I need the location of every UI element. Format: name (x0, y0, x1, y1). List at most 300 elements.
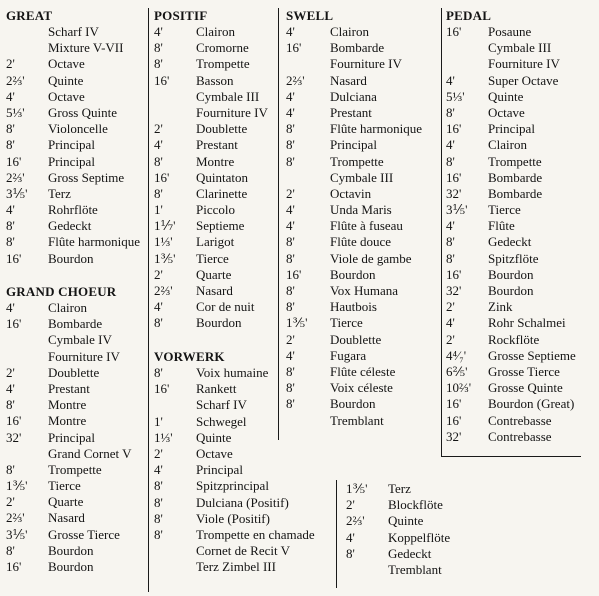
grand-choeur-division (6, 284, 146, 575)
stop-pitch: 16' (6, 316, 22, 332)
stop-pitch: 4' (6, 380, 15, 396)
stop-name: Cymbale III (488, 40, 552, 56)
stop-name: Fourniture IV (488, 56, 560, 72)
stop-pitch: 16' (446, 121, 462, 137)
positif-division (154, 8, 278, 332)
stop-pitch: 8' (154, 315, 163, 331)
stop-row (154, 89, 278, 105)
stop-pitch: 2' (6, 494, 15, 510)
stop-pitch: 16' (446, 412, 462, 428)
stop-pitch: 8' (286, 153, 295, 169)
stop-pitch: 32' (446, 283, 462, 298)
stop-row (446, 56, 596, 72)
stop-name: Quintaton (196, 169, 248, 185)
stop-row (6, 202, 146, 218)
stop-name: Larigot (196, 234, 235, 250)
stop-row (346, 481, 496, 497)
stop-row (154, 154, 278, 170)
stop-pitch: 2⅔' (286, 72, 305, 88)
stop-row (286, 283, 440, 299)
stop-row (6, 430, 146, 446)
stop-name: Principal (196, 462, 243, 478)
stop-name: Rohrflöte (48, 202, 98, 218)
stop-row (286, 332, 440, 348)
stop-pitch: 8' (286, 234, 295, 250)
stop-name: Montre (48, 413, 87, 429)
stop-row (6, 73, 146, 89)
stop-pitch: 4' (446, 137, 455, 153)
stop-name: Terz (388, 481, 411, 496)
stop-row (446, 348, 596, 364)
stop-pitch: 16' (286, 40, 302, 56)
stop-name: Tremblant (388, 561, 442, 577)
pedal-heading: PEDAL (446, 8, 492, 23)
stop-pitch: 32' (6, 429, 22, 445)
stop-pitch: 16' (446, 266, 462, 282)
stop-pitch: 8' (154, 365, 163, 380)
stop-name: Bombarde (48, 316, 103, 332)
stop-row (286, 251, 440, 267)
stop-row (446, 299, 596, 315)
stop-name: Flûte harmonique (330, 121, 423, 137)
stop-name: Doublette (330, 331, 382, 347)
divider-great-positif (148, 8, 149, 592)
stop-row (154, 511, 334, 527)
stop-row (6, 316, 146, 332)
stop-pitch: 8' (446, 250, 455, 266)
stop-name: Tierce (48, 478, 81, 494)
stop-name: Quarte (48, 494, 84, 510)
stop-pitch: 2⅔' (346, 513, 365, 529)
stop-name: Tierce (488, 202, 521, 218)
divider-pedal-bottom (441, 456, 581, 457)
stop-name: Quinte (488, 88, 524, 104)
stop-pitch: 1⅗' (6, 478, 28, 494)
stop-pitch: 8' (154, 185, 163, 201)
stop-name: Bourdon (330, 396, 376, 412)
stop-pitch: 8' (286, 137, 295, 153)
stop-name: Grosse Tierce (488, 363, 560, 379)
stop-pitch: 3⅕' (6, 185, 28, 201)
swell-heading: SWELL (286, 8, 334, 23)
stop-row (6, 365, 146, 381)
stop-row (154, 202, 278, 218)
stop-row (154, 267, 278, 283)
stop-pitch: 8' (6, 218, 15, 234)
stop-name: Piccolo (196, 202, 235, 218)
stop-name: Bourdon (488, 266, 534, 282)
stop-pitch: 8' (154, 56, 163, 72)
stop-row (286, 137, 440, 153)
stop-pitch: 8' (446, 153, 455, 169)
stop-pitch: 16' (6, 413, 22, 429)
stop-pitch: 4⁴⁄₇' (446, 347, 467, 363)
stop-pitch: 16' (154, 72, 170, 88)
stop-name: Octave (48, 56, 85, 72)
stop-row (154, 121, 278, 137)
stop-row (446, 170, 596, 186)
stop-row (286, 105, 440, 121)
stop-pitch: 2⅔' (6, 169, 25, 185)
stop-name: Principal (488, 121, 535, 137)
stop-name: Zink (488, 299, 513, 315)
stop-row (446, 218, 596, 234)
stop-row (6, 332, 146, 348)
stop-name: Septieme (196, 218, 245, 234)
stop-row (154, 105, 278, 121)
stop-pitch: 4' (154, 299, 163, 315)
stop-row (446, 396, 596, 412)
stop-pitch: 2' (154, 121, 163, 137)
stop-row (154, 315, 278, 331)
stop-name: Grosse Tierce (48, 526, 120, 542)
stop-name: Flûte à fuseau (330, 218, 403, 234)
stop-name: Grand Cornet V (48, 445, 132, 461)
stop-row (154, 430, 334, 446)
stop-name: Flûte céleste (330, 363, 396, 379)
stop-pitch: 8' (446, 234, 455, 250)
stop-name: Trompette en chamade (196, 526, 315, 542)
stop-name: Bombarde (488, 185, 543, 201)
stop-name: Nasard (330, 72, 367, 88)
stop-pitch: 8' (286, 299, 295, 315)
stop-row (446, 105, 596, 121)
stop-pitch: 8' (6, 461, 15, 477)
stop-name: Montre (196, 153, 235, 169)
stop-pitch: 8' (154, 40, 163, 56)
stop-row (154, 186, 278, 202)
pedal-division (446, 8, 596, 445)
stop-name: Posaune (488, 24, 532, 39)
grand-choeur-heading: GRAND CHOEUR (6, 284, 117, 299)
stop-name: Terz Zimbel III (196, 559, 276, 575)
stop-row (6, 397, 146, 413)
stop-name: Viole de gambe (330, 250, 412, 266)
stop-pitch: 8' (286, 283, 295, 298)
stop-name: Tierce (196, 250, 229, 266)
stop-row (6, 300, 146, 316)
stop-name: Grosse Septieme (488, 347, 576, 363)
stop-pitch: 4' (154, 24, 163, 39)
stop-pitch: 4' (286, 218, 295, 234)
stop-row (286, 396, 440, 412)
stop-pitch: 6⅖' (446, 363, 468, 379)
stop-pitch: 5⅓' (6, 104, 25, 120)
stop-name: Bombarde (488, 169, 543, 185)
stop-pitch: 2⅔' (154, 283, 173, 298)
stop-name: Hautbois (330, 299, 377, 315)
stop-name: Principal (330, 137, 377, 153)
stop-name: Fourniture IV (330, 56, 402, 72)
stop-row (346, 530, 496, 546)
stop-row (446, 283, 596, 299)
stop-name: Octave (196, 445, 233, 461)
stop-pitch: 4' (346, 529, 355, 545)
stop-pitch: 8' (286, 396, 295, 412)
stop-row (446, 186, 596, 202)
stop-pitch: 16' (446, 396, 462, 412)
stop-name: Quinte (48, 72, 84, 88)
stop-row (154, 56, 278, 72)
stop-name: Voix céleste (330, 380, 393, 396)
stop-row (286, 154, 440, 170)
stop-name: Doublette (196, 121, 248, 137)
stop-name: Tremblant (330, 412, 384, 428)
stop-row (154, 24, 278, 40)
stop-name: Spitzprincipal (196, 478, 269, 494)
stop-name: Prestant (196, 137, 238, 153)
stop-row (446, 121, 596, 137)
stop-row (154, 527, 334, 543)
stop-name: Clairon (488, 137, 527, 153)
unnamed-division (346, 481, 496, 578)
stop-name: Bourdon (48, 542, 94, 558)
stop-row (6, 559, 146, 575)
stop-name: Super Octave (488, 72, 559, 88)
stop-pitch: 2⅔' (6, 72, 25, 88)
stop-row (6, 24, 146, 40)
stop-pitch: 4' (286, 88, 295, 104)
stop-name: Flûte harmonique (48, 234, 141, 250)
stop-row (286, 56, 440, 72)
stop-name: Viole (Positif) (196, 510, 270, 526)
stop-pitch: 16' (154, 381, 170, 397)
stop-pitch: 4' (446, 315, 455, 331)
stop-name: Bourdon (330, 266, 376, 282)
stop-pitch: 4' (154, 462, 163, 478)
stop-row (154, 462, 334, 478)
stop-row (154, 283, 278, 299)
stop-pitch: 4' (6, 88, 15, 104)
stop-row (154, 559, 334, 575)
stop-name: Voix humaine (196, 365, 269, 380)
stop-name: Bourdon (Great) (488, 396, 575, 412)
stop-name: Nasard (48, 510, 85, 526)
stop-row (6, 89, 146, 105)
stop-name: Cymbale IV (48, 332, 112, 348)
stop-pitch: 4' (6, 300, 15, 315)
stop-name: Prestant (48, 380, 90, 396)
stop-name: Montre (48, 397, 87, 413)
stop-pitch: 2' (6, 56, 15, 72)
stop-name: Koppelflöte (388, 529, 451, 545)
stop-row (286, 186, 440, 202)
stop-name: Rockflöte (488, 331, 540, 347)
stop-pitch: 16' (6, 153, 22, 169)
divider-swell-pedal (441, 8, 442, 456)
stop-pitch: 2' (154, 445, 163, 461)
stop-pitch: 16' (6, 559, 22, 574)
stop-pitch: 8' (154, 510, 163, 526)
stop-name: Clairon (330, 24, 369, 39)
stop-row (446, 73, 596, 89)
stop-pitch: 1⅗' (346, 481, 368, 496)
stop-name: Bourdon (488, 283, 534, 298)
stop-row (6, 494, 146, 510)
stop-name: Bourdon (196, 315, 242, 331)
stop-name: Tierce (330, 315, 363, 331)
stop-row (286, 267, 440, 283)
stop-pitch: 8' (6, 542, 15, 558)
stop-pitch: 8' (346, 545, 355, 561)
stop-pitch: 16' (154, 169, 170, 185)
stop-row (286, 348, 440, 364)
stop-pitch: 4' (286, 347, 295, 363)
stop-row (346, 562, 496, 578)
stop-row (6, 218, 146, 234)
stop-name: Trompette (488, 153, 542, 169)
vorwerk-heading: VORWERK (154, 349, 225, 364)
stop-name: Bourdon (48, 559, 94, 574)
stop-name: Octavin (330, 185, 372, 201)
stop-pitch: 8' (286, 250, 295, 266)
stop-row (6, 105, 146, 121)
stop-row (286, 170, 440, 186)
stop-row (6, 121, 146, 137)
stop-pitch: 8' (286, 380, 295, 396)
great-division (6, 8, 146, 267)
stop-name: Clarinette (196, 185, 248, 201)
stop-pitch: 16' (286, 266, 302, 282)
stop-row (6, 543, 146, 559)
stop-pitch: 1⅗' (154, 250, 176, 266)
stop-name: Quarte (196, 266, 232, 282)
stop-pitch: 2' (286, 185, 295, 201)
stop-row (346, 513, 496, 529)
stop-row (346, 546, 496, 562)
stop-name: Cor de nuit (196, 299, 255, 315)
stop-row (154, 73, 278, 89)
stop-name: Cymbale III (196, 88, 260, 104)
stop-name: Clairon (196, 24, 235, 39)
stop-row (154, 218, 278, 234)
stop-row (286, 89, 440, 105)
stop-name: Trompette (196, 56, 250, 72)
stop-name: Prestant (330, 104, 372, 120)
stop-row (154, 40, 278, 56)
stop-row (6, 413, 146, 429)
stop-name: Flûte douce (330, 234, 392, 250)
stop-row (446, 332, 596, 348)
stop-name: Octave (48, 88, 85, 104)
stop-pitch: 8' (6, 121, 15, 137)
stop-name: Dulciana (Positif) (196, 494, 289, 510)
stop-pitch: 4' (446, 72, 455, 88)
stop-name: Octave (488, 104, 525, 120)
stop-row (286, 299, 440, 315)
stop-row (6, 462, 146, 478)
stop-pitch: 16' (446, 169, 462, 185)
stop-name: Nasard (196, 283, 233, 298)
stop-pitch: 4' (446, 218, 455, 234)
stop-row (446, 154, 596, 170)
stop-name: Clairon (48, 300, 87, 315)
stop-name: Principal (48, 153, 95, 169)
stop-name: Quinte (196, 429, 232, 445)
stop-name: Scharf IV (48, 24, 99, 39)
stop-row (6, 446, 146, 462)
stop-name: Gedeckt (488, 234, 532, 250)
stop-name: Trompette (330, 153, 384, 169)
stop-pitch: 1⅓' (154, 429, 173, 445)
stop-row (446, 413, 596, 429)
stop-name: Fugara (330, 347, 367, 363)
stop-pitch: 3⅕' (6, 526, 28, 542)
stop-row (446, 364, 596, 380)
stop-row (6, 349, 146, 365)
stop-row (446, 234, 596, 250)
stop-name: Cornet de Recit V (196, 543, 290, 559)
stop-pitch: 8' (286, 121, 295, 137)
stop-row (154, 478, 334, 494)
stop-pitch: 10⅔' (446, 380, 472, 396)
stop-name: Fourniture IV (196, 104, 268, 120)
stop-name: Quinte (388, 513, 424, 529)
stop-row (346, 497, 496, 513)
stop-name: Grosse Quinte (488, 380, 563, 396)
stop-name: Violoncelle (48, 121, 108, 137)
stop-row (6, 137, 146, 153)
stop-name: Contrebasse (488, 428, 552, 444)
stop-name: Bombarde (330, 40, 385, 56)
stop-row (446, 24, 596, 40)
stop-row (446, 40, 596, 56)
stop-row (6, 478, 146, 494)
stop-row (6, 40, 146, 56)
stop-name: Gedeckt (48, 218, 92, 234)
stop-row (6, 234, 146, 250)
stop-name: Principal (48, 429, 95, 445)
stop-name: Trompette (48, 461, 102, 477)
stop-pitch: 1' (154, 202, 163, 218)
stop-pitch: 2' (6, 364, 15, 380)
stop-pitch: 4' (154, 137, 163, 153)
stop-row (286, 73, 440, 89)
stop-row (446, 315, 596, 331)
stop-name: Dulciana (330, 88, 377, 104)
stop-row (286, 315, 440, 331)
stop-pitch: 16' (6, 250, 22, 266)
stop-name: Bourdon (48, 250, 94, 266)
stop-pitch: 1⅐' (154, 218, 176, 234)
stop-row (154, 170, 278, 186)
great-heading: GREAT (6, 8, 53, 23)
stop-pitch: 8' (154, 526, 163, 542)
stop-row (446, 137, 596, 153)
stop-pitch: 2' (154, 266, 163, 282)
stop-name: Scharf IV (196, 397, 247, 413)
stop-pitch: 4' (286, 104, 295, 120)
stop-pitch: 8' (154, 478, 163, 494)
stop-name: Basson (196, 72, 234, 88)
stop-row (286, 218, 440, 234)
stop-row (446, 429, 596, 445)
stop-row (286, 413, 440, 429)
stop-row (446, 380, 596, 396)
stop-name: Doublette (48, 364, 100, 380)
stop-row (154, 137, 278, 153)
stop-name: Contrebasse (488, 412, 552, 428)
stop-name: Cromorne (196, 40, 249, 56)
stop-row (286, 40, 440, 56)
stop-row (446, 89, 596, 105)
stop-pitch: 2' (446, 331, 455, 347)
stop-name: Rohr Schalmei (488, 315, 566, 331)
divider-bottom-box (336, 480, 337, 588)
stop-name: Flûte (488, 218, 515, 234)
stop-name: Schwegel (196, 413, 247, 429)
stop-pitch: 2' (446, 299, 455, 315)
